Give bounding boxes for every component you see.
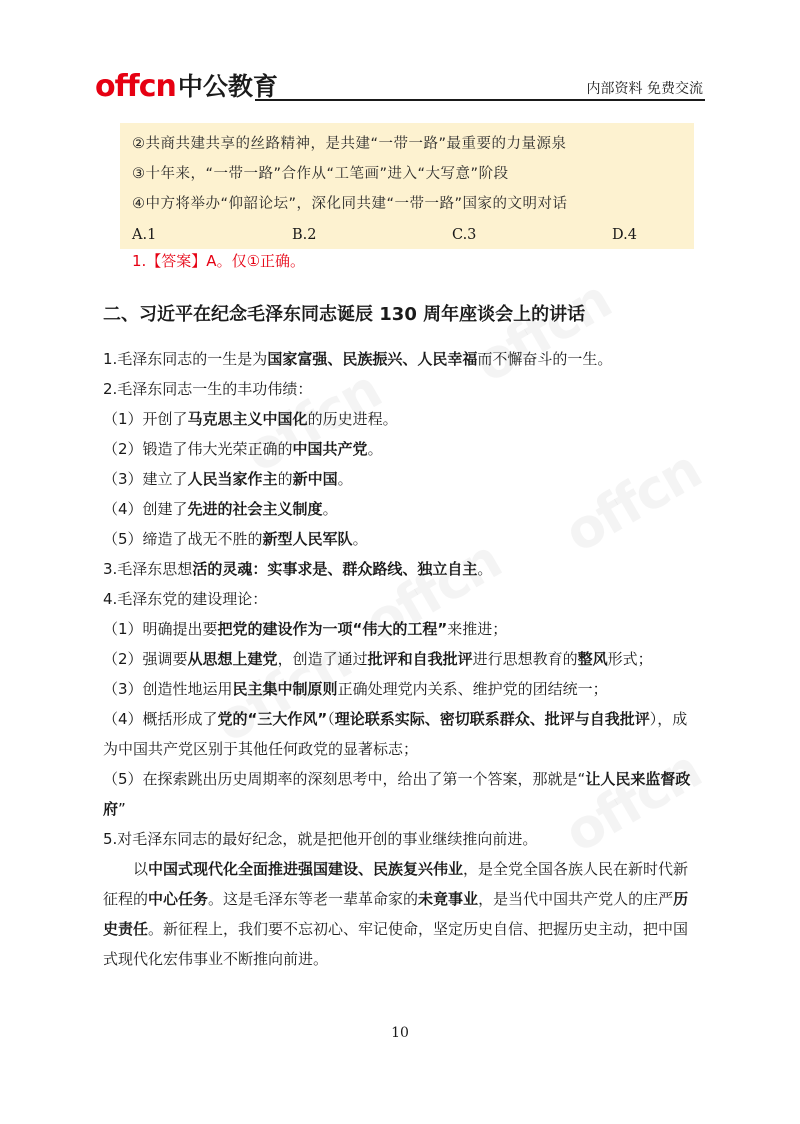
bold-text: 把党的建设作为一项“伟大的工程” bbox=[217, 620, 448, 638]
text-run: 。 bbox=[337, 470, 353, 488]
text-run: 的历史进程。 bbox=[307, 410, 398, 428]
text-run: （3）建立了 bbox=[103, 470, 188, 488]
text-run: 。新征程上，我们要不忘初心、牢记使命，坚定历史自信、把握历史主动，把中国式现代化宏伟事业不断推向前进。 bbox=[103, 920, 689, 968]
logo-chinese: 中公教育 bbox=[177, 72, 278, 101]
bold-text: 活的灵魂：实事求是、群众路线、独立自主 bbox=[192, 560, 478, 578]
bold-text: 整风 bbox=[577, 650, 608, 668]
bold-text: 新型人民军队 bbox=[262, 530, 353, 548]
paragraph bbox=[103, 494, 698, 524]
text-run: 。 bbox=[477, 560, 493, 578]
paragraph bbox=[103, 344, 698, 374]
text-run: ，是当代中国共产党人的庄严 bbox=[478, 890, 674, 908]
text-run: 4.毛泽东党的建设理论： bbox=[103, 590, 268, 608]
text-run: ，创造了通过 bbox=[277, 650, 368, 668]
text-run: 。这是毛泽东等老一辈革命家的 bbox=[208, 890, 419, 908]
paragraph bbox=[103, 464, 698, 494]
section-title: 二、习近平在纪念毛泽东同志诞辰 130 周年座谈会上的讲话 bbox=[103, 304, 586, 325]
text-run: （2）锻造了伟大光荣正确的 bbox=[103, 440, 293, 458]
bold-text: 中国式现代化全面推进强国建设、民族复兴伟业 bbox=[148, 860, 464, 878]
text-run: （4）创建了 bbox=[103, 500, 188, 518]
text-run: 进行思想教育的 bbox=[472, 650, 578, 668]
text-run: 3.毛泽东思想 bbox=[103, 560, 193, 578]
text-run: （3）创造性地运用 bbox=[103, 680, 233, 698]
text-run: 。 bbox=[367, 440, 383, 458]
paragraph bbox=[103, 524, 698, 554]
text-run: ，是全党全国各族人民在新时代新征程的 bbox=[103, 860, 689, 908]
text-run: 而不懈奋斗的一生。 bbox=[477, 350, 613, 368]
logo-latin: offcn bbox=[95, 69, 176, 104]
offcn-logo bbox=[95, 70, 278, 102]
text-run: 以 bbox=[133, 860, 149, 878]
bold-text: 理论联系实际、密切联系群众、批评与自我批评 bbox=[334, 710, 650, 728]
text-run: （1）明确提出要 bbox=[103, 620, 218, 638]
paragraph bbox=[103, 674, 698, 704]
text-run: ），成为中国共产党区别于其他任何政党的显著标志； bbox=[103, 710, 688, 758]
bold-text: 批评和自我批评 bbox=[367, 650, 473, 668]
bold-text: 人民当家作主 bbox=[187, 470, 278, 488]
page-header bbox=[95, 70, 705, 102]
quiz-item: ③十年来，“一带一路”合作从“工笔画”进入“大写意”阶段 bbox=[132, 166, 509, 182]
text-run: 5.对毛泽东同志的最好纪念，就是把他开创的事业继续推向前进。 bbox=[103, 830, 538, 848]
paragraph bbox=[103, 434, 698, 464]
text-run: 的 bbox=[277, 470, 293, 488]
paragraph bbox=[103, 854, 698, 974]
text-run: 。 bbox=[322, 500, 338, 518]
paragraph bbox=[103, 404, 698, 434]
quiz-item: ④中方将举办“仰韶论坛”，深化同共建“一带一路”国家的文明对话 bbox=[132, 196, 568, 212]
option-c: C.3 bbox=[452, 227, 477, 243]
bold-text: 国家富强、民族振兴、人民幸福 bbox=[267, 350, 478, 368]
text-run: （4）概括形成了 bbox=[103, 710, 218, 728]
header-rule bbox=[255, 99, 705, 101]
text-run: （ bbox=[327, 710, 335, 728]
paragraph bbox=[103, 374, 698, 404]
paragraph bbox=[103, 644, 698, 674]
answer-text: 1.【答案】A。仅①正确。 bbox=[132, 252, 306, 270]
text-run: 正确处理党内关系、维护党的团结统一； bbox=[337, 680, 608, 698]
bold-text: 党的“三大作风” bbox=[217, 710, 328, 728]
paragraph bbox=[103, 764, 698, 824]
text-run: 。 bbox=[352, 530, 368, 548]
text-run: 来推进； bbox=[447, 620, 508, 638]
text-run: （5）在探索跳出历史周期率的深刻思考中，给出了第一个答案，那就是“ bbox=[103, 770, 586, 788]
text-run: （5）缔造了战无不胜的 bbox=[103, 530, 263, 548]
text-run: 1.毛泽东同志的一生是为 bbox=[103, 350, 268, 368]
quiz-box bbox=[120, 123, 694, 249]
option-d: D.4 bbox=[612, 227, 637, 243]
text-run: （1）开创了 bbox=[103, 410, 188, 428]
paragraph bbox=[103, 614, 698, 644]
option-a: A.1 bbox=[132, 227, 157, 243]
bold-text: 先进的社会主义制度 bbox=[187, 500, 323, 518]
option-b: B.2 bbox=[292, 227, 317, 243]
bold-text: 从思想上建党 bbox=[187, 650, 278, 668]
text-run: 形式； bbox=[607, 650, 653, 668]
text-run: （2）强调要 bbox=[103, 650, 188, 668]
bold-text: 新中国 bbox=[292, 470, 338, 488]
text-run: 2.毛泽东同志一生的丰功伟绩： bbox=[103, 380, 313, 398]
paragraph bbox=[103, 704, 698, 764]
paragraph bbox=[103, 584, 698, 614]
page-number: 10 bbox=[391, 1025, 409, 1041]
quiz-item: ②共商共建共享的丝路精神，是共建“一带一路”最重要的力量源泉 bbox=[132, 136, 567, 152]
bold-text: 未竟事业 bbox=[418, 890, 479, 908]
bold-text: 中国共产党 bbox=[292, 440, 368, 458]
text-run: ” bbox=[118, 800, 126, 818]
bold-text: 民主集中制原则 bbox=[232, 680, 338, 698]
header-note: 内部资料 免费交流 bbox=[586, 81, 703, 97]
bold-text: 历史责任 bbox=[103, 890, 689, 938]
paragraph bbox=[103, 554, 698, 584]
bold-text: 让人民来监督政府 bbox=[103, 770, 691, 818]
bold-text: 中心任务 bbox=[148, 890, 209, 908]
paragraph bbox=[103, 824, 698, 854]
bold-text: 马克思主义中国化 bbox=[187, 410, 308, 428]
